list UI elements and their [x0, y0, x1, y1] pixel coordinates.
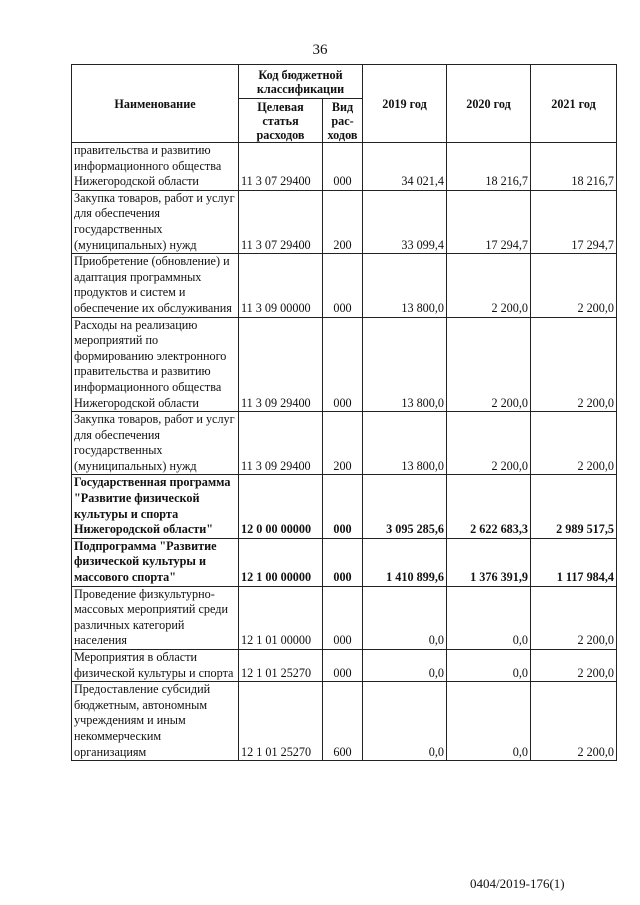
row-target-code: 12 1 01 25270	[239, 650, 323, 682]
row-vid: 000	[323, 317, 363, 412]
row-value-2019: 0,0	[363, 682, 447, 761]
table-row	[72, 143, 617, 191]
row-value-2019: 1 410 899,6	[363, 538, 447, 586]
row-name: Закупка товаров, работ и услуг для обеспечения государственных (муниципальных) нужд	[72, 412, 239, 475]
row-name: правительства и развитию информационного общества Нижегородской области	[72, 143, 239, 191]
table-row	[72, 586, 617, 649]
table-row	[72, 650, 617, 682]
row-value-2019: 0,0	[363, 650, 447, 682]
row-value-2021: 2 200,0	[531, 682, 617, 761]
row-value-2020: 2 200,0	[447, 412, 531, 475]
row-vid: 000	[323, 650, 363, 682]
header-name: Наименование	[72, 65, 239, 143]
row-target-code: 11 3 07 29400	[239, 143, 323, 191]
row-value-2020: 2 200,0	[447, 317, 531, 412]
row-target-code: 11 3 09 29400	[239, 317, 323, 412]
row-target-code: 12 1 01 25270	[239, 682, 323, 761]
row-value-2020: 0,0	[447, 586, 531, 649]
row-value-2020: 1 376 391,9	[447, 538, 531, 586]
row-value-2020: 0,0	[447, 682, 531, 761]
row-value-2020: 0,0	[447, 650, 531, 682]
row-value-2019: 0,0	[363, 586, 447, 649]
row-vid: 200	[323, 412, 363, 475]
row-value-2021: 2 200,0	[531, 650, 617, 682]
header-2020: 2020 год	[447, 65, 531, 143]
row-name: Закупка товаров, работ и услуг для обеспечения государственных (муниципальных) нужд	[72, 190, 239, 253]
row-value-2020: 18 216,7	[447, 143, 531, 191]
row-name: Мероприятия в области физической культуры и спорта	[72, 650, 239, 682]
table-row	[72, 682, 617, 761]
table-row	[72, 317, 617, 412]
table-row	[72, 412, 617, 475]
row-value-2021: 2 200,0	[531, 586, 617, 649]
row-vid: 000	[323, 254, 363, 317]
header-target: Целевая статья расходов	[239, 99, 323, 143]
row-value-2020: 2 622 683,3	[447, 475, 531, 538]
row-value-2021: 2 989 517,5	[531, 475, 617, 538]
table-row	[72, 538, 617, 586]
row-target-code: 11 3 07 29400	[239, 190, 323, 253]
table-row	[72, 475, 617, 538]
row-value-2019: 13 800,0	[363, 254, 447, 317]
row-vid: 000	[323, 143, 363, 191]
table-row	[72, 254, 617, 317]
row-value-2019: 33 099,4	[363, 190, 447, 253]
row-value-2021: 17 294,7	[531, 190, 617, 253]
row-value-2021: 2 200,0	[531, 254, 617, 317]
row-target-code: 12 0 00 00000	[239, 475, 323, 538]
row-vid: 600	[323, 682, 363, 761]
row-name: Расходы на реализацию мероприятий по формированию электронного правительства и развитию информационного общества Нижегородской области	[72, 317, 239, 412]
row-target-code: 12 1 00 00000	[239, 538, 323, 586]
table-row	[72, 190, 617, 253]
row-value-2019: 34 021,4	[363, 143, 447, 191]
row-value-2020: 2 200,0	[447, 254, 531, 317]
header-2019: 2019 год	[363, 65, 447, 143]
budget-table	[71, 64, 617, 761]
row-target-code: 12 1 01 00000	[239, 586, 323, 649]
header-vid: Вид рас-ходов	[323, 99, 363, 143]
row-value-2021: 18 216,7	[531, 143, 617, 191]
row-value-2021: 2 200,0	[531, 412, 617, 475]
row-vid: 000	[323, 475, 363, 538]
row-name: Государственная программа "Развитие физической культуры и спорта Нижегородской области"	[72, 475, 239, 538]
row-vid: 200	[323, 190, 363, 253]
row-name: Приобретение (обновление) и адаптация программных продуктов и систем и обеспечение их обслуживания	[72, 254, 239, 317]
row-target-code: 11 3 09 29400	[239, 412, 323, 475]
header-2021: 2021 год	[531, 65, 617, 143]
row-value-2019: 13 800,0	[363, 412, 447, 475]
document-code: 0404/2019-176(1)	[470, 876, 565, 891]
row-name: Проведение физкультурно-массовых мероприятий среди различных категорий населения	[72, 586, 239, 649]
row-value-2021: 2 200,0	[531, 317, 617, 412]
row-value-2019: 13 800,0	[363, 317, 447, 412]
header-code-group: Код бюджетной классификации	[239, 65, 363, 99]
row-value-2020: 17 294,7	[447, 190, 531, 253]
row-name: Предоставление субсидий бюджетным, автономным учреждениям и иным некоммерческим организациям	[72, 682, 239, 761]
row-target-code: 11 3 09 00000	[239, 254, 323, 317]
row-vid: 000	[323, 586, 363, 649]
row-value-2019: 3 095 285,6	[363, 475, 447, 538]
page-number: 36	[312, 42, 328, 58]
row-value-2021: 1 117 984,4	[531, 538, 617, 586]
row-vid: 000	[323, 538, 363, 586]
row-name: Подпрограмма "Развитие физической культуры и массового спорта"	[72, 538, 239, 586]
